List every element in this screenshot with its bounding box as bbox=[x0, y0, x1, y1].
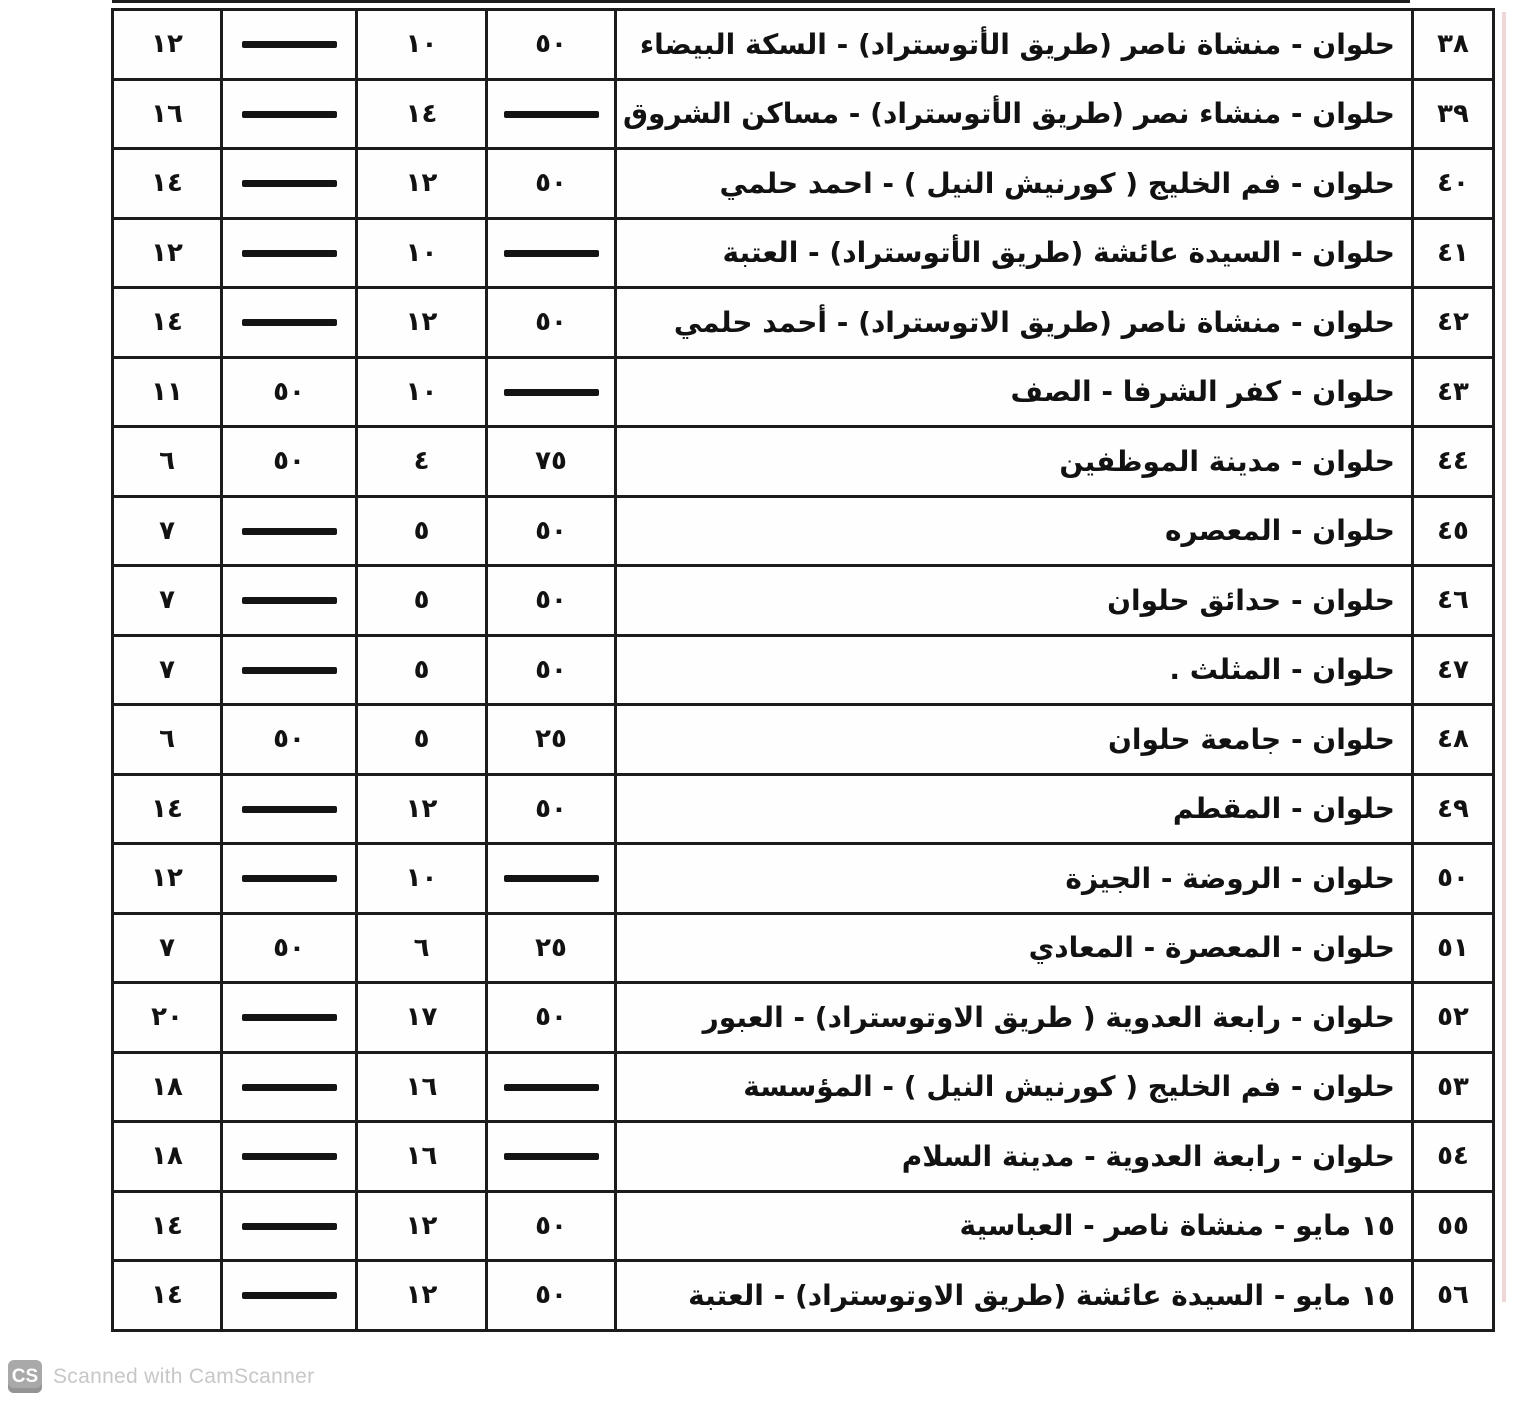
value-cell-3 bbox=[222, 218, 357, 288]
dash-mark bbox=[242, 1084, 337, 1091]
value-cell-4: ١٤ bbox=[113, 774, 222, 844]
scan-edge-artifact bbox=[1502, 12, 1506, 1302]
value-cell-4: ١٤ bbox=[113, 1191, 222, 1261]
route-name-cell: حلوان - الروضة - الجيزة bbox=[616, 844, 1413, 914]
value-cell-4: ٧ bbox=[113, 635, 222, 705]
value-cell-2: ١٠ bbox=[357, 218, 487, 288]
dash-mark bbox=[242, 806, 337, 813]
value-cell-1: ٥٠ bbox=[487, 1191, 616, 1261]
value-cell-2: ١٢ bbox=[357, 1261, 487, 1331]
value-cell-4: ١٤ bbox=[113, 288, 222, 358]
route-name-cell: حلوان - منشاة ناصر (طريق الأتوستراد) - السكة البيضاء bbox=[616, 10, 1413, 80]
table-row bbox=[113, 635, 1494, 705]
route-name-cell: حلوان - المقطم bbox=[616, 774, 1413, 844]
value-cell-2: ٥ bbox=[357, 635, 487, 705]
value-cell-3 bbox=[222, 496, 357, 566]
route-name-cell: ١٥ مايو - السيدة عائشة (طريق الاوتوستراد) - العتبة bbox=[616, 1261, 1413, 1331]
value-cell-3 bbox=[222, 635, 357, 705]
camscanner-watermark-text: Scanned with CamScanner bbox=[53, 1364, 315, 1388]
routes-tbody bbox=[113, 10, 1494, 1331]
value-cell-1: ٧٥ bbox=[487, 427, 616, 497]
dash-mark bbox=[504, 250, 599, 257]
value-cell-3 bbox=[222, 149, 357, 219]
route-number-cell: ٥٣ bbox=[1412, 1052, 1493, 1122]
dash-mark bbox=[242, 180, 337, 187]
dash-mark bbox=[242, 41, 337, 48]
dash-mark bbox=[504, 111, 599, 118]
value-cell-3 bbox=[222, 288, 357, 358]
table-row bbox=[113, 149, 1494, 219]
value-cell-4: ١٨ bbox=[113, 1122, 222, 1192]
value-cell-1: ٢٥ bbox=[487, 913, 616, 983]
value-cell-1: ٥٠ bbox=[487, 983, 616, 1053]
table-row bbox=[113, 496, 1494, 566]
table-row bbox=[113, 288, 1494, 358]
value-cell-3: ٥٠ bbox=[222, 357, 357, 427]
value-cell-2: ١٢ bbox=[357, 149, 487, 219]
dash-mark bbox=[242, 1153, 337, 1160]
route-name-cell: حلوان - جامعة حلوان bbox=[616, 705, 1413, 775]
route-number-cell: ٤٤ bbox=[1412, 427, 1493, 497]
value-cell-2: ١٠ bbox=[357, 10, 487, 80]
value-cell-3 bbox=[222, 10, 357, 80]
value-cell-1 bbox=[487, 79, 616, 149]
dash-mark bbox=[242, 1292, 337, 1299]
dash-mark bbox=[504, 1084, 599, 1091]
dash-mark bbox=[242, 1223, 337, 1230]
table-row bbox=[113, 427, 1494, 497]
value-cell-2: ٥ bbox=[357, 566, 487, 636]
value-cell-4: ١٦ bbox=[113, 79, 222, 149]
route-number-cell: ٤٣ bbox=[1412, 357, 1493, 427]
dash-mark bbox=[242, 667, 337, 674]
value-cell-2: ١٤ bbox=[357, 79, 487, 149]
route-name-cell: حلوان - فم الخليج ( كورنيش النيل ) - احمد حلمي bbox=[616, 149, 1413, 219]
value-cell-1: ٥٠ bbox=[487, 1261, 616, 1331]
value-cell-4: ١١ bbox=[113, 357, 222, 427]
value-cell-1 bbox=[487, 218, 616, 288]
value-cell-3 bbox=[222, 566, 357, 636]
table-row bbox=[113, 705, 1494, 775]
table-row bbox=[113, 79, 1494, 149]
dash-mark bbox=[504, 389, 599, 396]
value-cell-3 bbox=[222, 1261, 357, 1331]
value-cell-2: ٦ bbox=[357, 913, 487, 983]
route-name-cell: حلوان - رابعة العدوية - مدينة السلام bbox=[616, 1122, 1413, 1192]
value-cell-1: ٥٠ bbox=[487, 149, 616, 219]
value-cell-2: ١٦ bbox=[357, 1122, 487, 1192]
camscanner-watermark bbox=[8, 1360, 314, 1393]
value-cell-1: ٥٠ bbox=[487, 10, 616, 80]
dash-mark bbox=[242, 250, 337, 257]
route-number-cell: ٥٦ bbox=[1412, 1261, 1493, 1331]
table-row bbox=[113, 566, 1494, 636]
value-cell-4: ٦ bbox=[113, 705, 222, 775]
dash-mark bbox=[504, 1153, 599, 1160]
value-cell-1 bbox=[487, 1122, 616, 1192]
value-cell-4: ٧ bbox=[113, 566, 222, 636]
route-number-cell: ٥٢ bbox=[1412, 983, 1493, 1053]
dash-mark bbox=[242, 875, 337, 882]
value-cell-3 bbox=[222, 1191, 357, 1261]
value-cell-3 bbox=[222, 79, 357, 149]
route-number-cell: ٤٢ bbox=[1412, 288, 1493, 358]
value-cell-2: ١٦ bbox=[357, 1052, 487, 1122]
value-cell-4: ١٤ bbox=[113, 149, 222, 219]
value-cell-2: ١٢ bbox=[357, 774, 487, 844]
table-row bbox=[113, 1122, 1494, 1192]
value-cell-3 bbox=[222, 774, 357, 844]
route-name-cell: حلوان - منشاة ناصر (طريق الاتوستراد) - أحمد حلمي bbox=[616, 288, 1413, 358]
table-row bbox=[113, 1261, 1494, 1331]
route-number-cell: ٥٤ bbox=[1412, 1122, 1493, 1192]
route-name-cell: حلوان - المثلث . bbox=[616, 635, 1413, 705]
table-row bbox=[113, 1052, 1494, 1122]
value-cell-4: ٧ bbox=[113, 913, 222, 983]
table-row bbox=[113, 218, 1494, 288]
scan-top-border-fragment bbox=[112, 0, 1410, 3]
value-cell-2: ٥ bbox=[357, 496, 487, 566]
value-cell-1 bbox=[487, 844, 616, 914]
route-number-cell: ٥١ bbox=[1412, 913, 1493, 983]
value-cell-3 bbox=[222, 1122, 357, 1192]
value-cell-4: ٢٠ bbox=[113, 983, 222, 1053]
dash-mark bbox=[242, 111, 337, 118]
table-row bbox=[113, 10, 1494, 80]
route-number-cell: ٥٠ bbox=[1412, 844, 1493, 914]
value-cell-3 bbox=[222, 1052, 357, 1122]
value-cell-1: ٥٠ bbox=[487, 496, 616, 566]
value-cell-4: ٦ bbox=[113, 427, 222, 497]
value-cell-4: ١٤ bbox=[113, 1261, 222, 1331]
route-name-cell: حلوان - المعصرة - المعادي bbox=[616, 913, 1413, 983]
route-name-cell: حلوان - منشاء نصر (طريق الأتوستراد) - مساكن الشروق bbox=[616, 79, 1413, 149]
route-number-cell: ٥٥ bbox=[1412, 1191, 1493, 1261]
table-row bbox=[113, 774, 1494, 844]
route-name-cell: حلوان - فم الخليج ( كورنيش النيل ) - المؤسسة bbox=[616, 1052, 1413, 1122]
value-cell-1: ٥٠ bbox=[487, 288, 616, 358]
route-name-cell: حلوان - المعصره bbox=[616, 496, 1413, 566]
route-name-cell: حلوان - مدينة الموظفين bbox=[616, 427, 1413, 497]
value-cell-3: ٥٠ bbox=[222, 705, 357, 775]
value-cell-3: ٥٠ bbox=[222, 913, 357, 983]
dash-mark bbox=[242, 528, 337, 535]
value-cell-1: ٥٠ bbox=[487, 635, 616, 705]
table-row bbox=[113, 913, 1494, 983]
route-name-cell: حلوان - السيدة عائشة (طريق الأتوستراد) - العتبة bbox=[616, 218, 1413, 288]
value-cell-2: ١٢ bbox=[357, 288, 487, 358]
value-cell-2: ٤ bbox=[357, 427, 487, 497]
route-name-cell: ١٥ مايو - منشاة ناصر - العباسية bbox=[616, 1191, 1413, 1261]
dash-mark bbox=[242, 1014, 337, 1021]
table-row bbox=[113, 983, 1494, 1053]
route-number-cell: ٣٩ bbox=[1412, 79, 1493, 149]
route-number-cell: ٤٨ bbox=[1412, 705, 1493, 775]
route-name-cell: حلوان - كفر الشرفا - الصف bbox=[616, 357, 1413, 427]
value-cell-2: ١٠ bbox=[357, 844, 487, 914]
table-row bbox=[113, 844, 1494, 914]
table-row bbox=[113, 357, 1494, 427]
value-cell-1 bbox=[487, 1052, 616, 1122]
value-cell-4: ٧ bbox=[113, 496, 222, 566]
route-name-cell: حلوان - حدائق حلوان bbox=[616, 566, 1413, 636]
routes-table bbox=[111, 8, 1495, 1332]
route-number-cell: ٣٨ bbox=[1412, 10, 1493, 80]
route-name-cell: حلوان - رابعة العدوية ( طريق الاوتوستراد) - العبور bbox=[616, 983, 1413, 1053]
value-cell-1 bbox=[487, 357, 616, 427]
value-cell-2: ١٧ bbox=[357, 983, 487, 1053]
value-cell-1: ٥٠ bbox=[487, 774, 616, 844]
route-number-cell: ٤٧ bbox=[1412, 635, 1493, 705]
routes-table-container bbox=[111, 8, 1495, 1332]
value-cell-4: ١٢ bbox=[113, 218, 222, 288]
value-cell-4: ١٨ bbox=[113, 1052, 222, 1122]
value-cell-3 bbox=[222, 983, 357, 1053]
value-cell-2: ١٠ bbox=[357, 357, 487, 427]
dash-mark bbox=[504, 875, 599, 882]
value-cell-3: ٥٠ bbox=[222, 427, 357, 497]
value-cell-2: ٥ bbox=[357, 705, 487, 775]
route-number-cell: ٤١ bbox=[1412, 218, 1493, 288]
value-cell-1: ٢٥ bbox=[487, 705, 616, 775]
value-cell-4: ١٢ bbox=[113, 10, 222, 80]
value-cell-2: ١٢ bbox=[357, 1191, 487, 1261]
route-number-cell: ٤٩ bbox=[1412, 774, 1493, 844]
route-number-cell: ٤٥ bbox=[1412, 496, 1493, 566]
camscanner-logo-icon: CS bbox=[8, 1360, 42, 1393]
value-cell-3 bbox=[222, 844, 357, 914]
table-row bbox=[113, 1191, 1494, 1261]
route-number-cell: ٤٦ bbox=[1412, 566, 1493, 636]
dash-mark bbox=[242, 319, 337, 326]
value-cell-4: ١٢ bbox=[113, 844, 222, 914]
route-number-cell: ٤٠ bbox=[1412, 149, 1493, 219]
dash-mark bbox=[242, 597, 337, 604]
value-cell-1: ٥٠ bbox=[487, 566, 616, 636]
